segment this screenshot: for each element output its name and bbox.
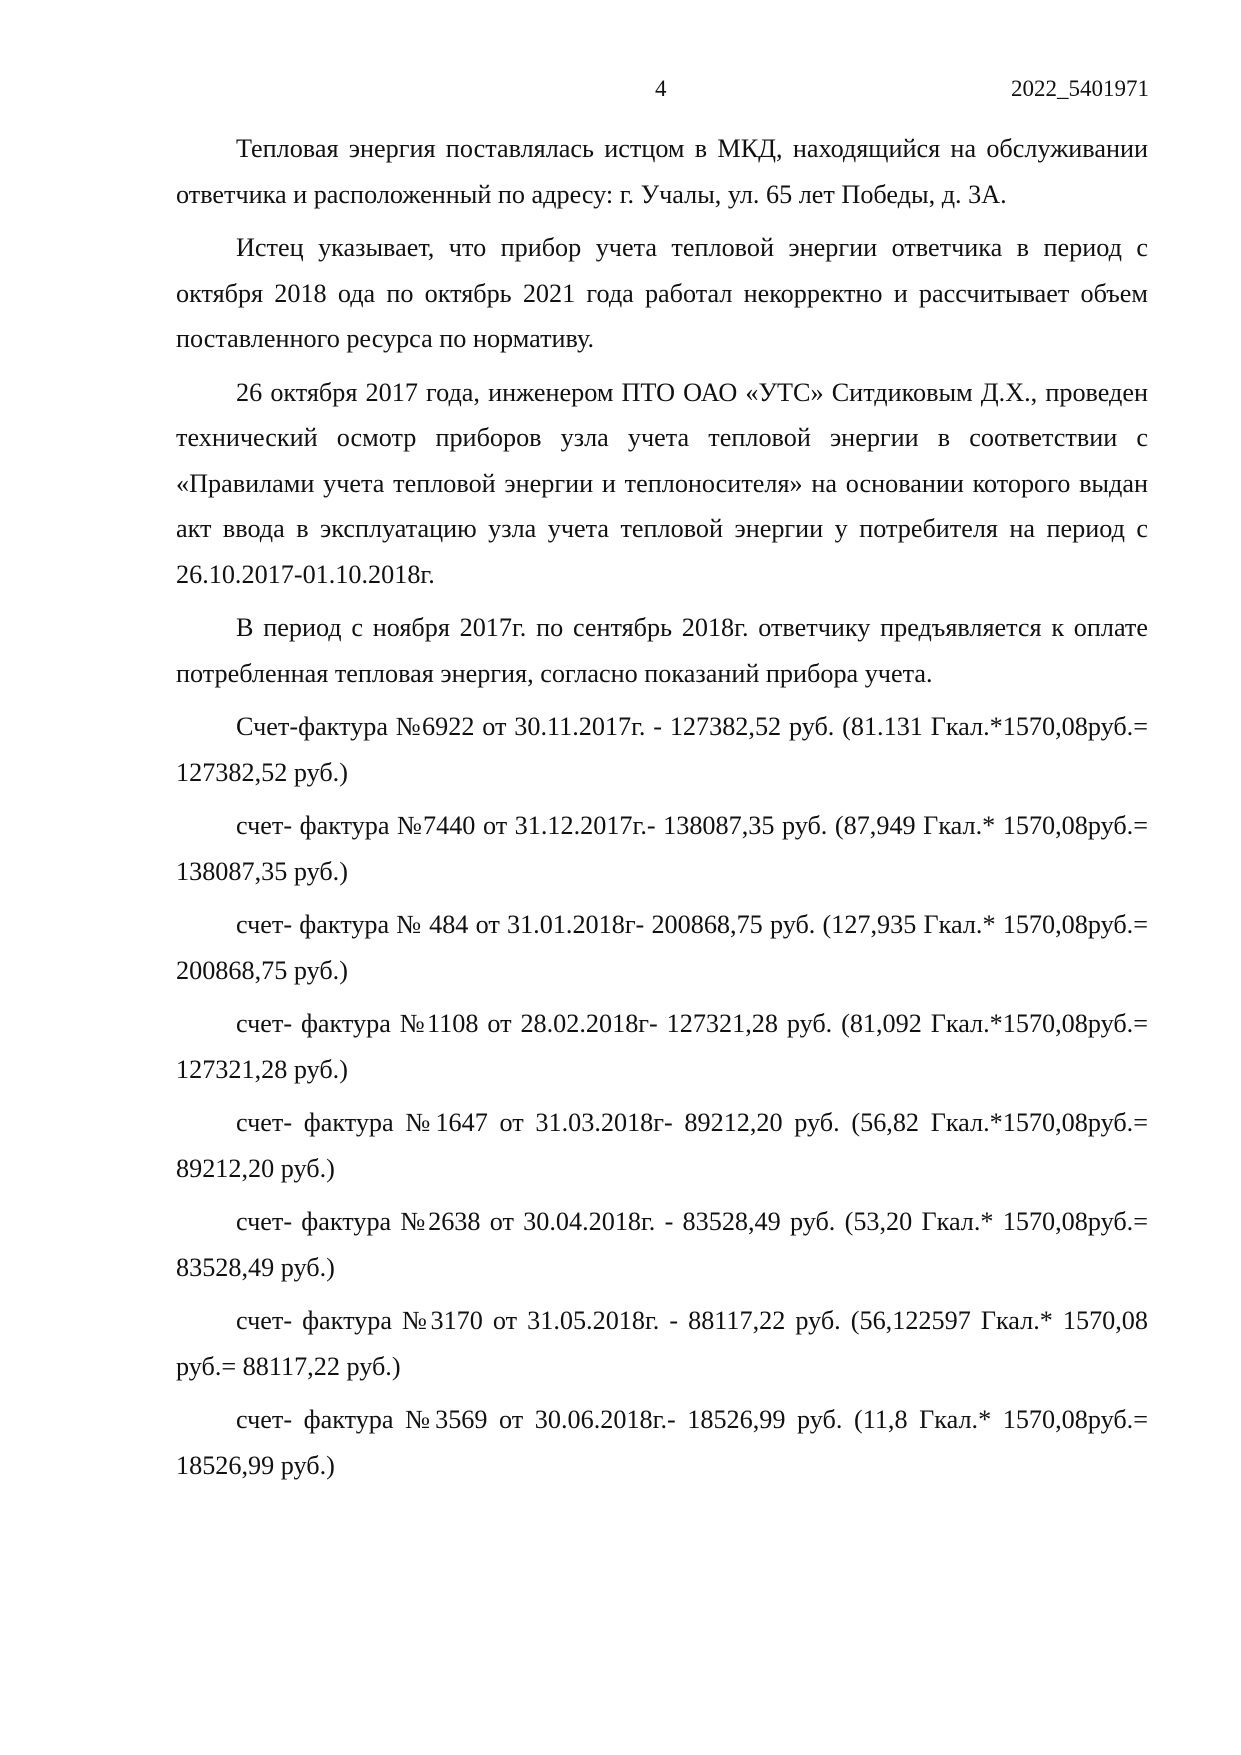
invoice-item: счет- фактура № 484 от 31.01.2018г- 200868,75 руб. (127,935 Гкал.* 1570,08руб.= 200868,75 руб.) bbox=[176, 910, 1148, 985]
invoice-item: счет- фактура №2638 от 30.04.2018г. - 83528,49 руб. (53,20 Гкал.* 1570,08руб.= 83528,49 руб.) bbox=[176, 1207, 1148, 1282]
invoice-item: счет- фактура №3569 от 30.06.2018г.- 18526,99 руб. (11,8 Гкал.* 1570,08руб.= 18526,99 руб.) bbox=[176, 1405, 1148, 1480]
invoice-item: счет- фактура №1647 от 31.03.2018г- 89212,20 руб. (56,82 Гкал.*1570,08руб.= 89212,20 руб.) bbox=[176, 1108, 1148, 1183]
paragraph-heat-supply: Тепловая энергия поставлялась истцом в МКД, находящийся на обслуживании ответчика и расположенный по адресу: г. Учалы, ул. 65 лет Победы, д. 3А. bbox=[176, 134, 1148, 209]
page-header bbox=[0, 76, 1241, 106]
invoice-item: счет- фактура №1108 от 28.02.2018г- 127321,28 руб. (81,092 Гкал.*1570,08руб.= 127321,28 руб.) bbox=[176, 1009, 1148, 1084]
page-number: 4 bbox=[655, 76, 667, 101]
invoice-item: счет- фактура №7440 от 31.12.2017г.- 138087,35 руб. (87,949 Гкал.* 1570,08руб.= 138087,35 руб.) bbox=[176, 811, 1148, 886]
paragraph-inspection: 26 октября 2017 года, инженером ПТО ОАО «УТС» Ситдиковым Д.Х., проведен технический осмотр приборов узла учета тепловой энергии в соответствии с «Правилами учета тепловой энергии и теплоносителя» на основании которого выдан акт ввода в эксплуатацию узла учета тепловой энергии у потребителя на период с 26.10.2017-01.10.2018г. bbox=[176, 377, 1148, 589]
document-body bbox=[176, 126, 1148, 1496]
invoice-item: Счет-фактура №6922 от 30.11.2017г. - 127382,52 руб. (81.131 Гкал.*1570,08руб.= 127382,52 руб.) bbox=[176, 712, 1148, 787]
paragraph-meter-claim: Истец указывает, что прибор учета тепловой энергии ответчика в период с октября 2018 ода по октябрь 2021 года работал некорректно и рассчитывает объем поставленного ресурса по нормативу. bbox=[176, 233, 1148, 353]
invoice-item: счет- фактура №3170 от 31.05.2018г. - 88117,22 руб. (56,122597 Гкал.* 1570,08 руб.= 88117,22 руб.) bbox=[176, 1306, 1148, 1381]
paragraph-billing-period: В период с ноября 2017г. по сентябрь 2018г. ответчику предъявляется к оплате потребленная тепловая энергия, согласно показаний прибора учета. bbox=[176, 613, 1148, 688]
document-id: 2022_5401971 bbox=[1011, 76, 1149, 101]
